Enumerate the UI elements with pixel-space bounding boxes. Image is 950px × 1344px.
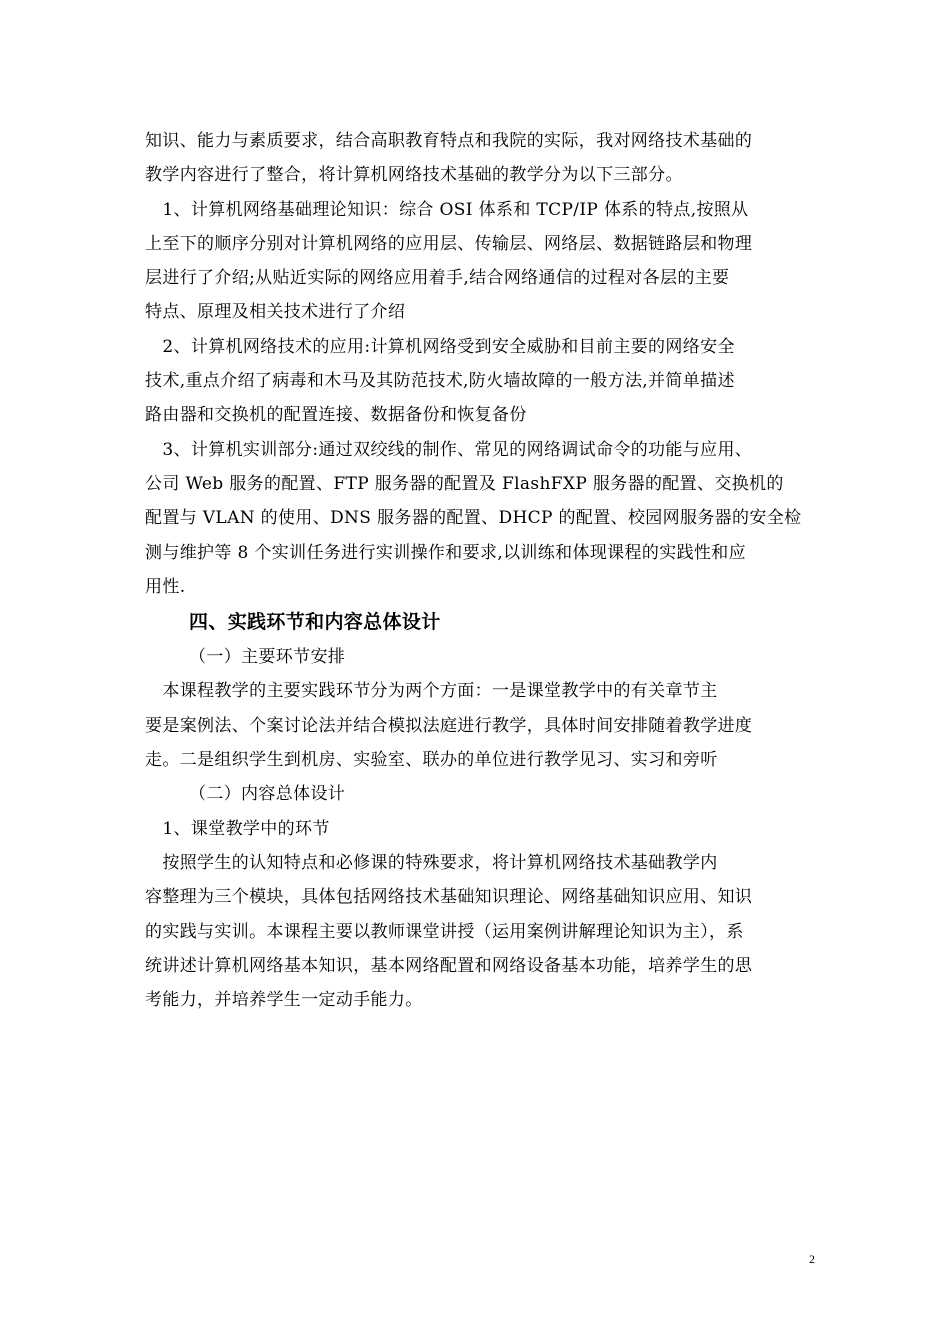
page-body (145, 124, 810, 1017)
text-line: 1、计算机网络基础理论知识：综合 OSI 体系和 TCP/IP 体系的特点,按照从 (145, 199, 749, 220)
text-line: 2、计算机网络技术的应用:计算机网络受到安全威胁和目前主要的网络安全 (145, 336, 735, 357)
intro-paragraph (145, 124, 810, 193)
text-line: 知识、能力与素质要求，结合高职教育特点和我院的实际，我对网络技术基础的 (145, 131, 753, 151)
text-line: 测与维护等 8 个实训任务进行实训操作和要求,以训练和体现课程的实践性和应 (145, 542, 746, 563)
text-line: 特点、原理及相关技术进行了介绍 (145, 302, 406, 323)
text-line: 统讲述计算机网络基本知识，基本网络配置和网络设备基本功能，培养学生的思 (145, 955, 753, 976)
list-item-heading: 1、课堂教学中的环节 (145, 818, 330, 839)
text-line: 考能力，并培养学生一定动手能力。 (145, 990, 423, 1011)
text-line: 的实践与实训。本课程主要以教师课堂讲授（运用案例讲解理论知识为主），系 (145, 921, 744, 942)
subsection-heading-2: （二）内容总体设计 (189, 784, 346, 805)
text-line: 容整理为三个模块，具体包括网络技术基础知识理论、网络基础知识应用、知识 (145, 887, 753, 908)
text-line: 要是案例法、个案讨论法并结合模拟法庭进行教学，具体时间安排随着教学进度 (145, 715, 753, 736)
text-line: 层进行了介绍;从贴近实际的网络应用着手,结合网络通信的过程对各层的主要 (145, 268, 730, 289)
content-design-paragraph (145, 846, 810, 1017)
text-line: 公司 Web 服务的配置、FTP 服务器的配置及 FlashFXP 服务器的配置、交换机的 (145, 473, 784, 494)
subsection-heading-1: （一）主要环节安排 (189, 647, 346, 668)
text-line: 上至下的顺序分别对计算机网络的应用层、传输层、网络层、数据链路层和物理 (145, 233, 753, 254)
item-2-paragraph (145, 330, 810, 433)
text-line: 配置与 VLAN 的使用、DNS 服务器的配置、DHCP 的配置、校园网服务器的安全检 (145, 508, 802, 529)
text-line: 按照学生的认知特点和必修课的特殊要求，将计算机网络技术基础教学内 (145, 852, 718, 873)
text-line: 用性. (145, 576, 186, 597)
text-line: 走。二是组织学生到机房、实验室、联办的单位进行教学见习、实习和旁听 (145, 750, 718, 771)
text-line: 路由器和交换机的配置连接、数据备份和恢复备份 (145, 405, 527, 426)
text-line: 教学内容进行了整合，将计算机网络技术基础的教学分为以下三部分。 (145, 165, 683, 186)
item-3-paragraph (145, 433, 810, 604)
item-1-paragraph (145, 193, 810, 330)
page-number: 2 (809, 1252, 815, 1266)
section-heading: 四、实践环节和内容总体设计 (189, 611, 441, 634)
text-line: 本课程教学的主要实践环节分为两个方面：一是课堂教学中的有关章节主 (145, 681, 718, 702)
practice-arrangement-paragraph (145, 674, 810, 777)
text-line: 3、计算机实训部分:通过双绞线的制作、常见的网络调试命令的功能与应用、 (145, 439, 753, 460)
text-line: 技术,重点介绍了病毒和木马及其防范技术,防火墙故障的一般方法,并简单描述 (145, 371, 735, 392)
